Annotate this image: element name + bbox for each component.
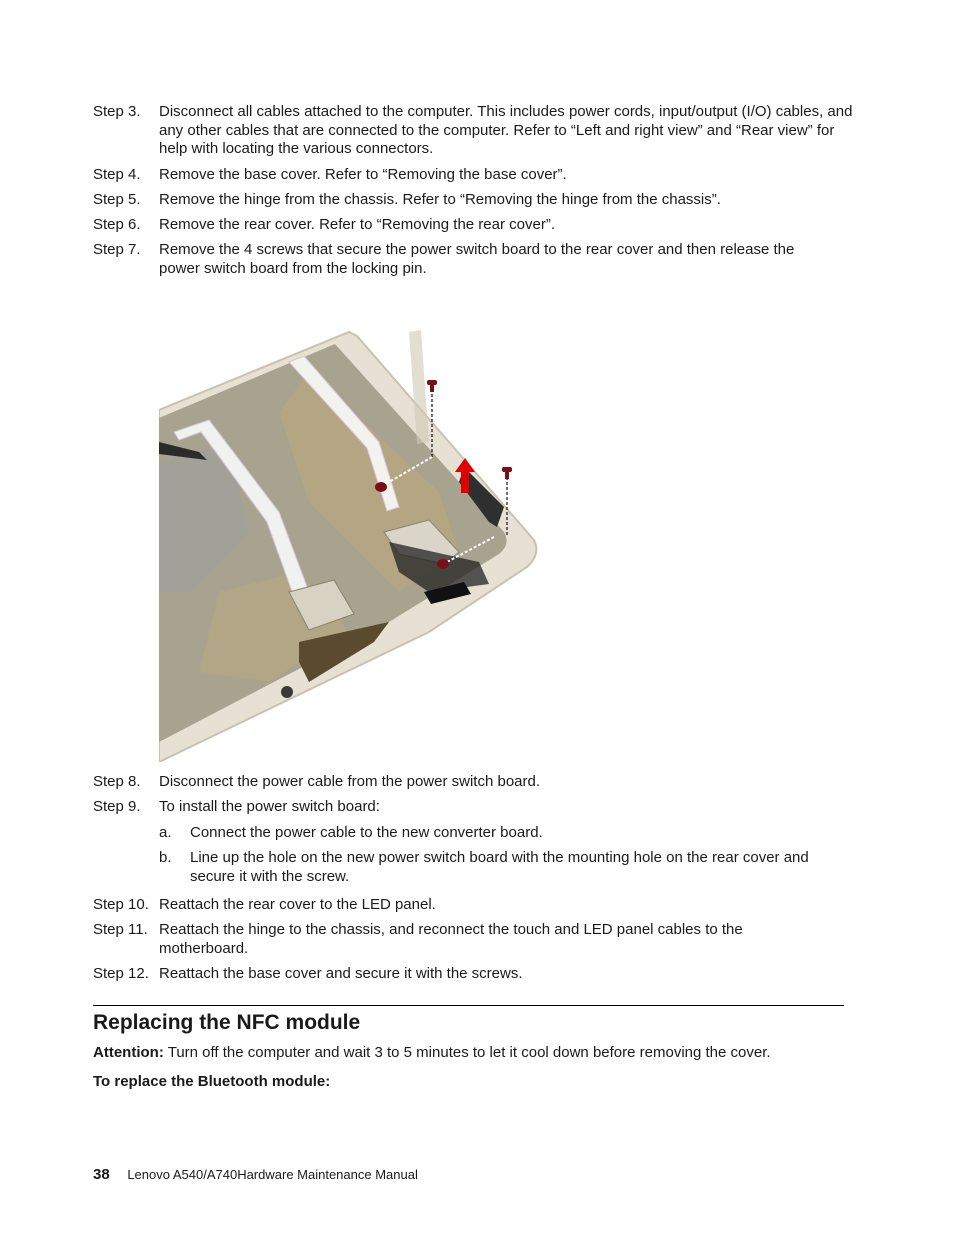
- step-8: [93, 773, 853, 792]
- step-text: Reattach the hinge to the chassis, and reconnect the touch and LED panel cables to the motherboard.: [159, 921, 743, 957]
- step-10: [93, 896, 853, 915]
- step-9: [93, 798, 853, 817]
- step-text: Remove the 4 screws that secure the power switch board to the rear cover and then release the power switch board from the locking pin.: [159, 241, 795, 277]
- section-title: Replacing the NFC module: [93, 1011, 361, 1034]
- step-text: Remove the rear cover. Refer to “Removing the rear cover”.: [159, 216, 555, 233]
- step-12: [93, 965, 853, 984]
- attention-label: Attention:: [93, 1044, 164, 1061]
- step-text: Reattach the base cover and secure it with the screws.: [159, 965, 523, 982]
- step-number: Step 3.: [93, 103, 141, 120]
- step-text: Disconnect all cables attached to the computer. This includes power cords, input/output (I/O) cables, and any other cables that are connected to the computer. Refer to “Left and right view” and “Rear view” for help with locating the various connectors.: [159, 103, 853, 157]
- section-divider: [93, 1005, 844, 1006]
- step-4: [93, 166, 853, 185]
- step-number: Step 6.: [93, 216, 141, 233]
- attention-note: [93, 1044, 853, 1063]
- step-number: Step 12.: [93, 965, 149, 982]
- step-6: [93, 216, 853, 235]
- substep-text: Connect the power cable to the new converter board.: [190, 824, 543, 841]
- substep-letter: a.: [159, 824, 172, 841]
- manual-title: Lenovo A540/A740Hardware Maintenance Manual: [127, 1167, 418, 1182]
- step-text: Remove the base cover. Refer to “Removing the base cover”.: [159, 166, 567, 183]
- procedure-subheading: To replace the Bluetooth module:: [93, 1073, 331, 1090]
- step-number: Step 4.: [93, 166, 141, 183]
- step-3: [93, 103, 853, 159]
- step-5: [93, 191, 853, 210]
- substep-b: [159, 849, 849, 886]
- step-number: Step 7.: [93, 241, 141, 258]
- substep-a: [159, 824, 849, 843]
- step-number: Step 11.: [93, 921, 148, 938]
- substep-letter: b.: [159, 849, 172, 866]
- step-number: Step 8.: [93, 773, 141, 790]
- step-text: To install the power switch board:: [159, 798, 380, 815]
- step-11: [93, 921, 853, 958]
- step-text: Reattach the rear cover to the LED panel.: [159, 896, 436, 913]
- page-number: 38: [93, 1166, 110, 1183]
- substep-text: Line up the hole on the new power switch board with the mounting hole on the rear cover and secure it with the screw.: [190, 849, 809, 885]
- step-number: Step 5.: [93, 191, 141, 208]
- attention-text: Turn off the computer and wait 3 to 5 minutes to let it cool down before removing the cover.: [163, 1044, 771, 1061]
- power-switch-board-figure: [159, 292, 622, 762]
- step-text: Remove the hinge from the chassis. Refer to “Removing the hinge from the chassis”.: [159, 191, 721, 208]
- step-text: Disconnect the power cable from the power switch board.: [159, 773, 541, 790]
- power-switch-board-photo: [159, 292, 622, 762]
- step-number: Step 10.: [93, 896, 149, 913]
- step-number: Step 9.: [93, 798, 141, 815]
- step-7: [93, 241, 853, 278]
- page-footer: [93, 1166, 418, 1183]
